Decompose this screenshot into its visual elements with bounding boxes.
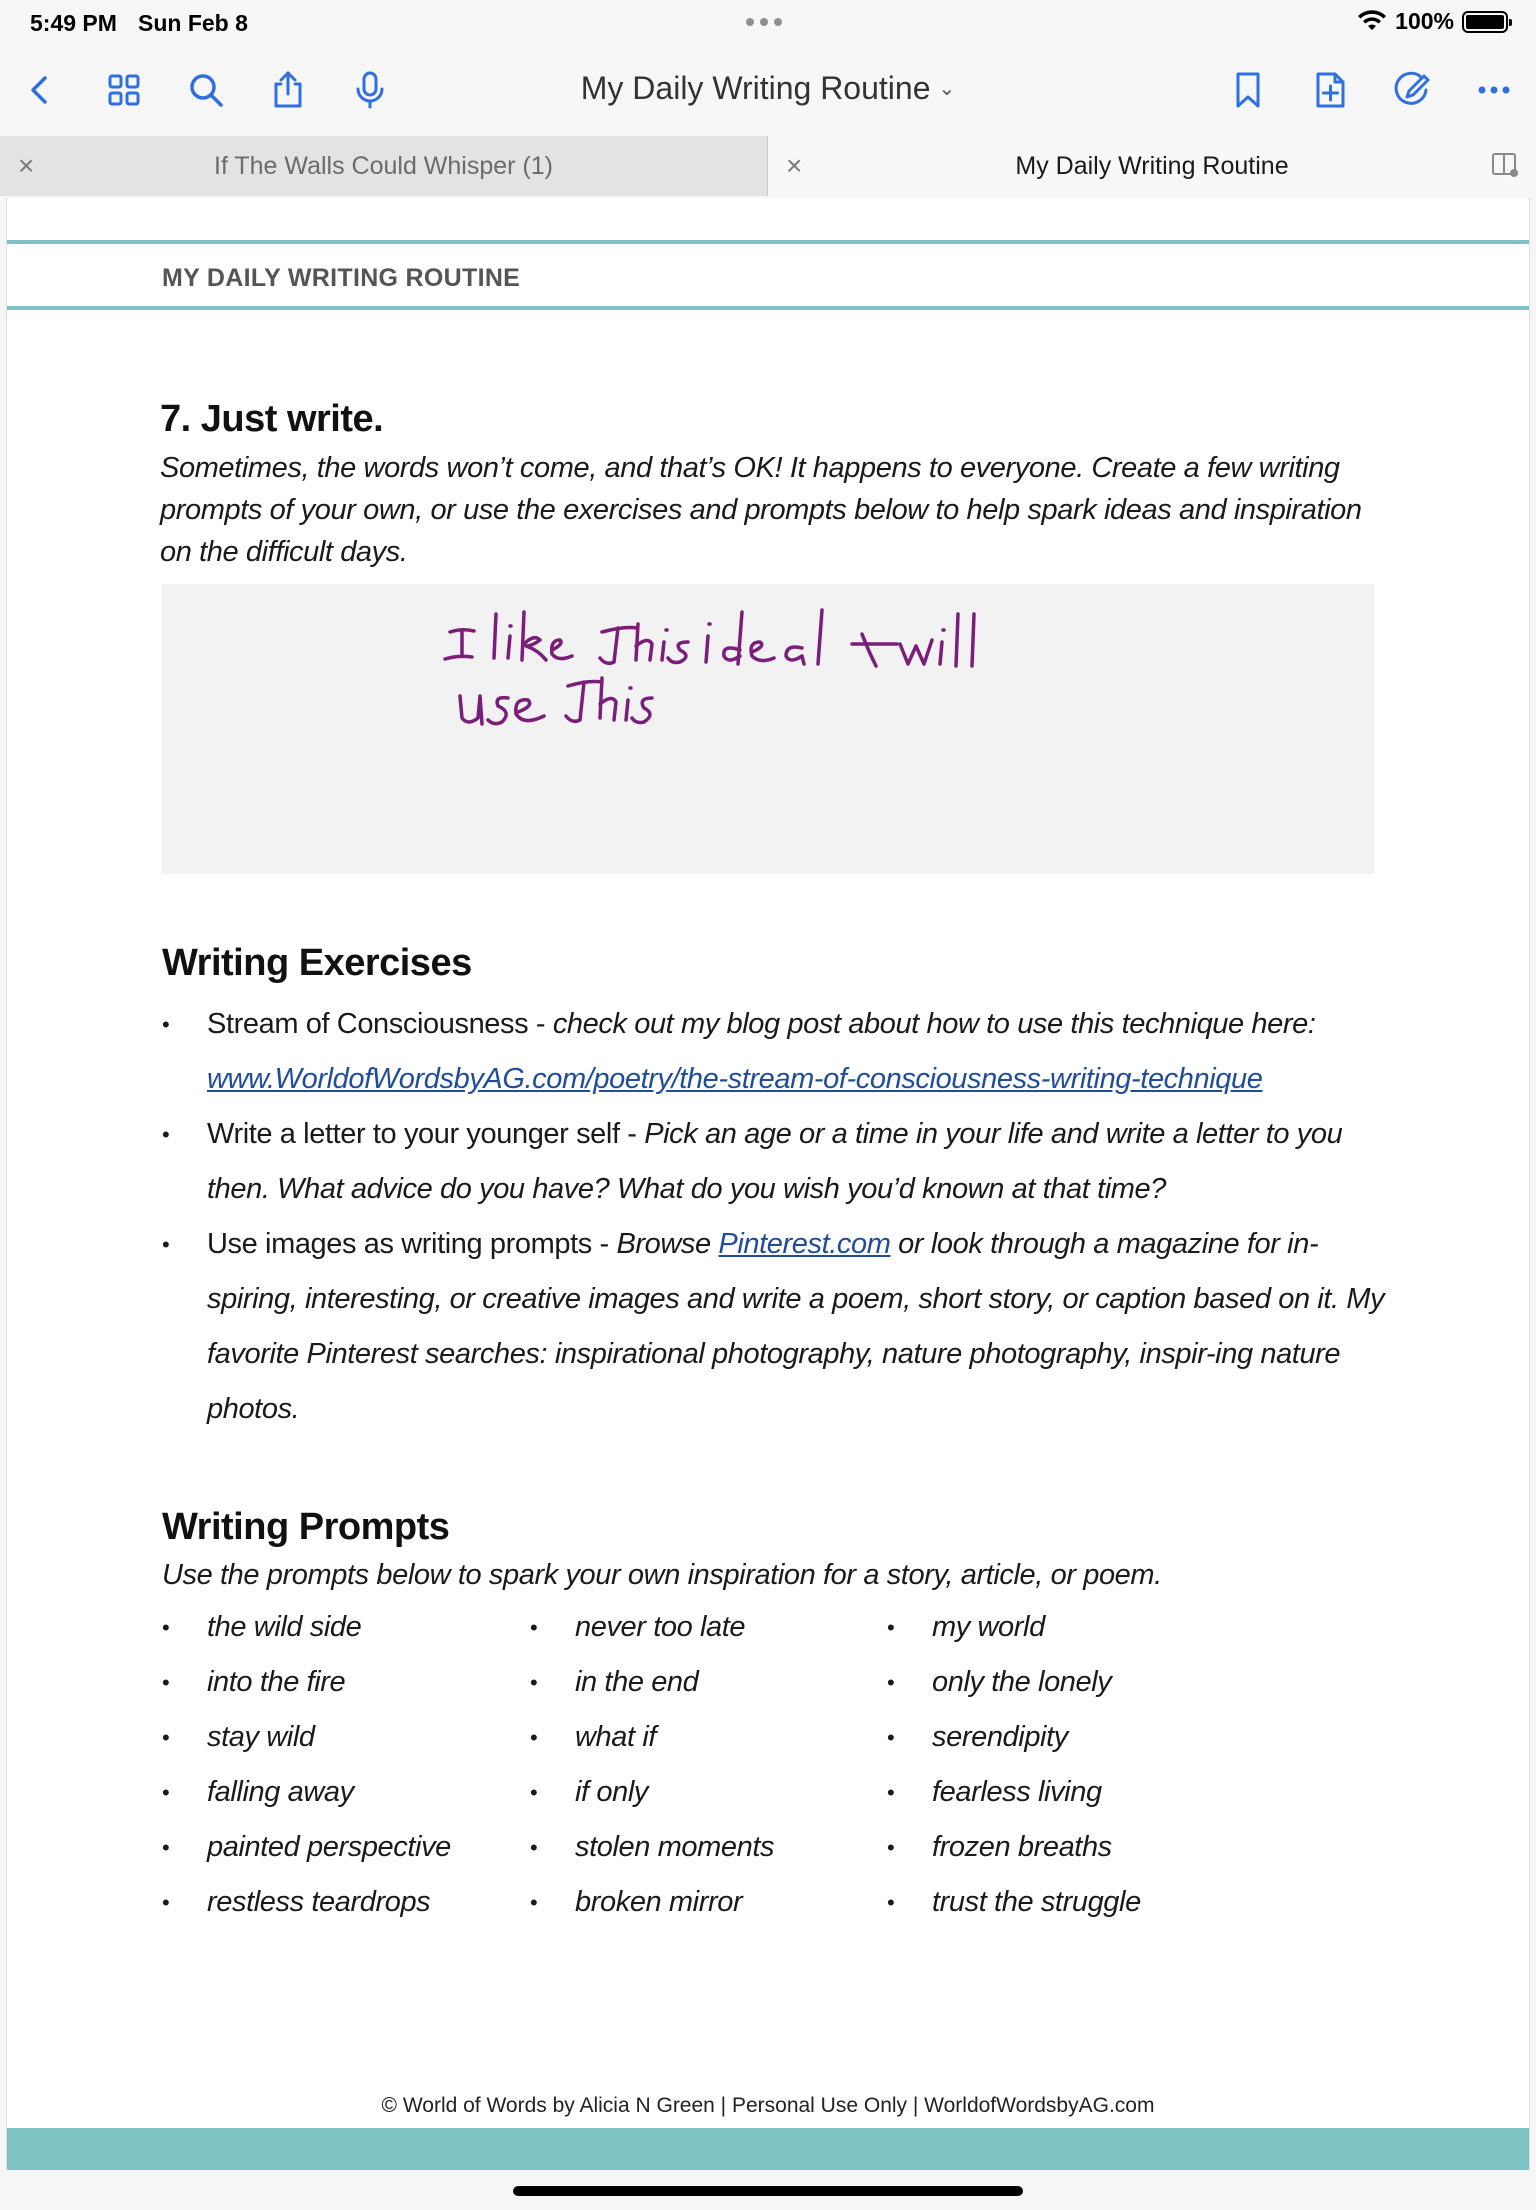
exercises-heading: Writing Exercises <box>162 942 472 984</box>
list-item: • broken mirror <box>530 1875 774 1930</box>
list-item: • what if <box>530 1710 774 1765</box>
more-icon[interactable] <box>1470 66 1518 114</box>
toolbar <box>0 44 1536 140</box>
tab-my-daily-writing-routine[interactable] <box>768 136 1536 196</box>
chevron-down-icon[interactable]: ⌄ <box>938 78 956 100</box>
thumbnails-grid-icon[interactable] <box>100 66 148 114</box>
exercise-desc: check out my blog post about how to use this technique here: <box>552 1008 1316 1040</box>
prompts-column-3 <box>887 1600 1141 1930</box>
list-item: • the wild side <box>162 1600 451 1655</box>
list-item: • fearless living <box>887 1765 1141 1820</box>
back-chevron-icon[interactable] <box>16 66 64 114</box>
tab-label: My Daily Writing Routine <box>1015 151 1289 180</box>
exercise-title: Write a letter to your younger self - <box>207 1118 645 1150</box>
add-page-icon[interactable] <box>1306 66 1354 114</box>
prompts-columns <box>162 1600 1392 1940</box>
page-footer: © World of Words by Alicia N Green | Personal Use Only | WorldofWordsbyAG.com <box>381 2094 1155 2117</box>
exercise-desc-before: Browse <box>616 1228 719 1260</box>
prompts-column-1 <box>162 1600 451 1930</box>
status-time: 5:49 PM <box>30 10 117 36</box>
status-date: Sun Feb 8 <box>138 10 248 36</box>
list-item: • only the lonely <box>887 1655 1141 1710</box>
list-item: • painted perspective <box>162 1820 451 1875</box>
prompts-intro: Use the prompts below to spark your own inspiration for a story, article, or poem. <box>162 1559 1162 1591</box>
writing-exercises-section <box>162 942 1392 1437</box>
list-item: • stolen moments <box>530 1820 774 1875</box>
running-header: MY DAILY WRITING ROUTINE <box>162 264 521 292</box>
tab-if-the-walls-could-whisper[interactable] <box>0 136 768 196</box>
document-page[interactable] <box>6 198 1530 2170</box>
battery-icon <box>1462 11 1508 33</box>
list-item: • never too late <box>530 1600 774 1655</box>
blog-post-link[interactable]: www.WorldofWordsbyAG.com/poetry/the-stream-of-consciousness-writing-technique <box>207 1063 1263 1095</box>
list-item: • in the end <box>530 1655 774 1710</box>
list-item: • restless teardrops <box>162 1875 451 1930</box>
bookmark-icon[interactable] <box>1224 66 1272 114</box>
exercise-desc: Pick an age or a time in your life and write a letter to you then. What advice do you have? What do you wish you’d known at that time? <box>207 1118 1343 1205</box>
list-item <box>162 1107 1392 1217</box>
tab-bar <box>0 136 1536 196</box>
step-title: 7. Just write. <box>160 398 384 440</box>
header-rule-top <box>7 240 1529 244</box>
list-item: • serendipity <box>887 1710 1141 1765</box>
exercise-title: Use images as writing prompts - <box>207 1228 617 1260</box>
wifi-icon <box>1357 10 1387 34</box>
share-icon[interactable] <box>264 66 312 114</box>
multitasking-dots-icon[interactable] <box>746 18 782 26</box>
list-item: • trust the struggle <box>887 1875 1141 1930</box>
list-item: • my world <box>887 1600 1141 1655</box>
close-tab-icon[interactable]: × <box>18 150 35 181</box>
writing-prompts-section <box>162 1506 1392 1940</box>
list-item: • frozen breaths <box>887 1820 1141 1875</box>
list-item: • if only <box>530 1765 774 1820</box>
handwritten-note <box>162 584 1374 874</box>
search-icon[interactable] <box>182 66 230 114</box>
status-right <box>1357 8 1508 35</box>
exercises-list <box>162 997 1392 1437</box>
annotate-pen-icon[interactable] <box>1388 66 1436 114</box>
battery-percent: 100% <box>1395 8 1454 34</box>
prompts-heading: Writing Prompts <box>162 1506 450 1548</box>
exercise-desc-after: or look through a magazine for in-spiring, interesting, or creative images and write a poem, short story, or caption based on it. My favorite Pinterest searches: inspirational photography, nature photography, inspir-ing nature photos. <box>207 1228 1385 1425</box>
list-item <box>162 1217 1392 1437</box>
exercise-title: Stream of Consciousness - <box>207 1008 553 1040</box>
microphone-icon[interactable] <box>346 66 394 114</box>
home-indicator[interactable] <box>513 2186 1023 2196</box>
list-item: • into the fire <box>162 1655 451 1710</box>
prompts-column-2 <box>530 1600 774 1930</box>
list-item: • stay wild <box>162 1710 451 1765</box>
close-tab-icon[interactable]: × <box>786 150 803 181</box>
status-bar <box>0 0 1536 44</box>
tab-label: If The Walls Could Whisper (1) <box>214 151 553 180</box>
step-section <box>160 398 1390 573</box>
list-item: • falling away <box>162 1765 451 1820</box>
split-view-icon[interactable] <box>1490 150 1520 180</box>
pinterest-link[interactable]: Pinterest.com <box>718 1228 891 1260</box>
step-intro: Sometimes, the words won’t come, and that’s OK! It happens to everyone. Create a few writing prompts of your own, or use the exercises and prompts below to help spark ideas and inspiration on the difficult days. <box>160 452 1362 568</box>
footer-bar <box>7 2128 1529 2170</box>
list-item <box>162 997 1392 1107</box>
header-rule-bottom <box>7 306 1529 310</box>
document-title[interactable]: My Daily Writing Routine <box>580 70 931 106</box>
handwritten-note-box[interactable] <box>162 584 1374 874</box>
